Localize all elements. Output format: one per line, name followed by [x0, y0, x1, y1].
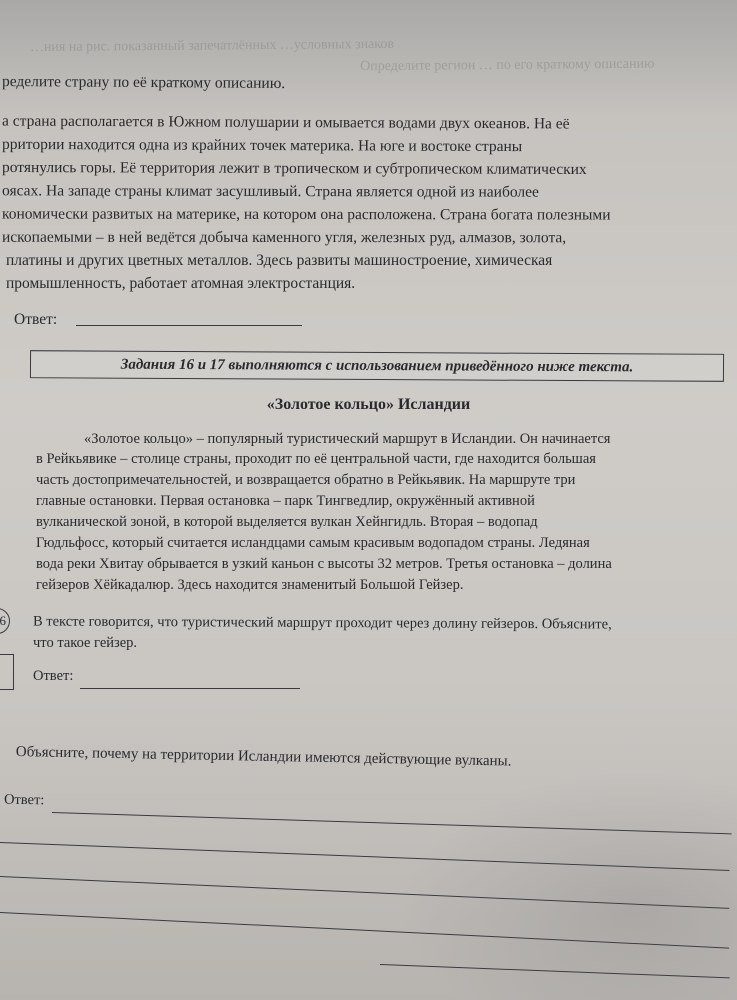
q17-answer-label: Ответ:	[3, 791, 45, 809]
q15-line: платины и других цветных металлов. Здесь развиты машиностроение, химическая	[6, 252, 553, 269]
q17-answer-line[interactable]	[0, 842, 729, 871]
q16-line: что такое гейзер.	[33, 635, 138, 651]
q15-line: рритории находится одна из крайних точек материка. На юге и востоке страны	[1, 135, 523, 156]
article-line: вулканической зоной, в которой выделяется вулкан Хейнгидль. Вторая – водопад	[36, 514, 538, 530]
article-title: «Золотое кольцо» Исландии	[266, 396, 471, 413]
q15-line: а страна располагается в Южном полушарии и омывается водами двух океанов. На её	[1, 112, 570, 133]
q15-line: кономически развитых на материке, на котором она расположена. Страна богата полезными	[1, 205, 611, 224]
q17-answer-line[interactable]	[0, 876, 729, 909]
q15-heading: ределите страну по её краткому описанию.	[1, 73, 286, 92]
bleed-line: …ния на рис. показанный запечатлённых …условных знаков	[29, 36, 395, 56]
q15-line: оясах. На западе страны климат засушливый. Страна является одной из наиболее	[1, 182, 539, 201]
article-line: в Рейкьявике – столице страны, проходит по её центральной части, где находится большая	[36, 451, 596, 467]
article-line: гейзеров Хёйкадалюр. Здесь находится знаменитый Большой Гейзер.	[36, 577, 464, 593]
q15-answer-label: Ответ:	[14, 311, 58, 328]
answer-box[interactable]	[0, 654, 14, 690]
photo-shadow	[397, 770, 737, 1000]
q17-answer-line[interactable]	[380, 964, 730, 978]
q15-answer-line[interactable]	[76, 325, 302, 326]
article-line: главные остановки. Первая остановка – парк Тингведлир, окружённый активной	[36, 493, 535, 509]
q16-line: В тексте говорится, что туристический маршрут проходит через долину гейзеров. Объясните,	[32, 613, 612, 633]
q16-answer-label: Ответ:	[33, 668, 74, 684]
q17-answer-line[interactable]	[52, 812, 732, 834]
bleed-line: Определите регион … по его краткому описанию	[360, 56, 655, 75]
q15-line: промышленность, работает атомная электростанция.	[6, 275, 356, 292]
task-instruction-banner: Задания 16 и 17 выполняются с использованием приведённого ниже текста.	[30, 350, 724, 382]
article-line: часть достопримечательностей, и возвращается обратно в Рейкьявик. На маршруте три	[36, 472, 576, 488]
q17-question: Объясните, почему на территории Исландии имеются действующие вулканы.	[15, 744, 512, 770]
article-line: вода реки Хвитау обрывается в узкий каньон с высоты 32 метров. Третья остановка – долина	[36, 556, 612, 572]
q17-answer-line[interactable]	[0, 912, 729, 949]
q16-answer-line[interactable]	[80, 688, 300, 689]
article-line: «Золотое кольцо» – популярный туристический маршрут в Исландии. Он начинается	[84, 431, 611, 447]
article-line: Гюдльфосс, который считается исландцами самым красивым водопадом страны. Ледяная	[36, 535, 590, 551]
task-number-circle: 6	[0, 608, 10, 634]
q15-line: ротянулись горы. Её территория лежит в тропическом и субтропическом климатических	[1, 158, 587, 179]
q15-line: ископаемыми – в ней ведётся добыча каменного угля, железных руд, алмазов, золота,	[1, 228, 567, 247]
